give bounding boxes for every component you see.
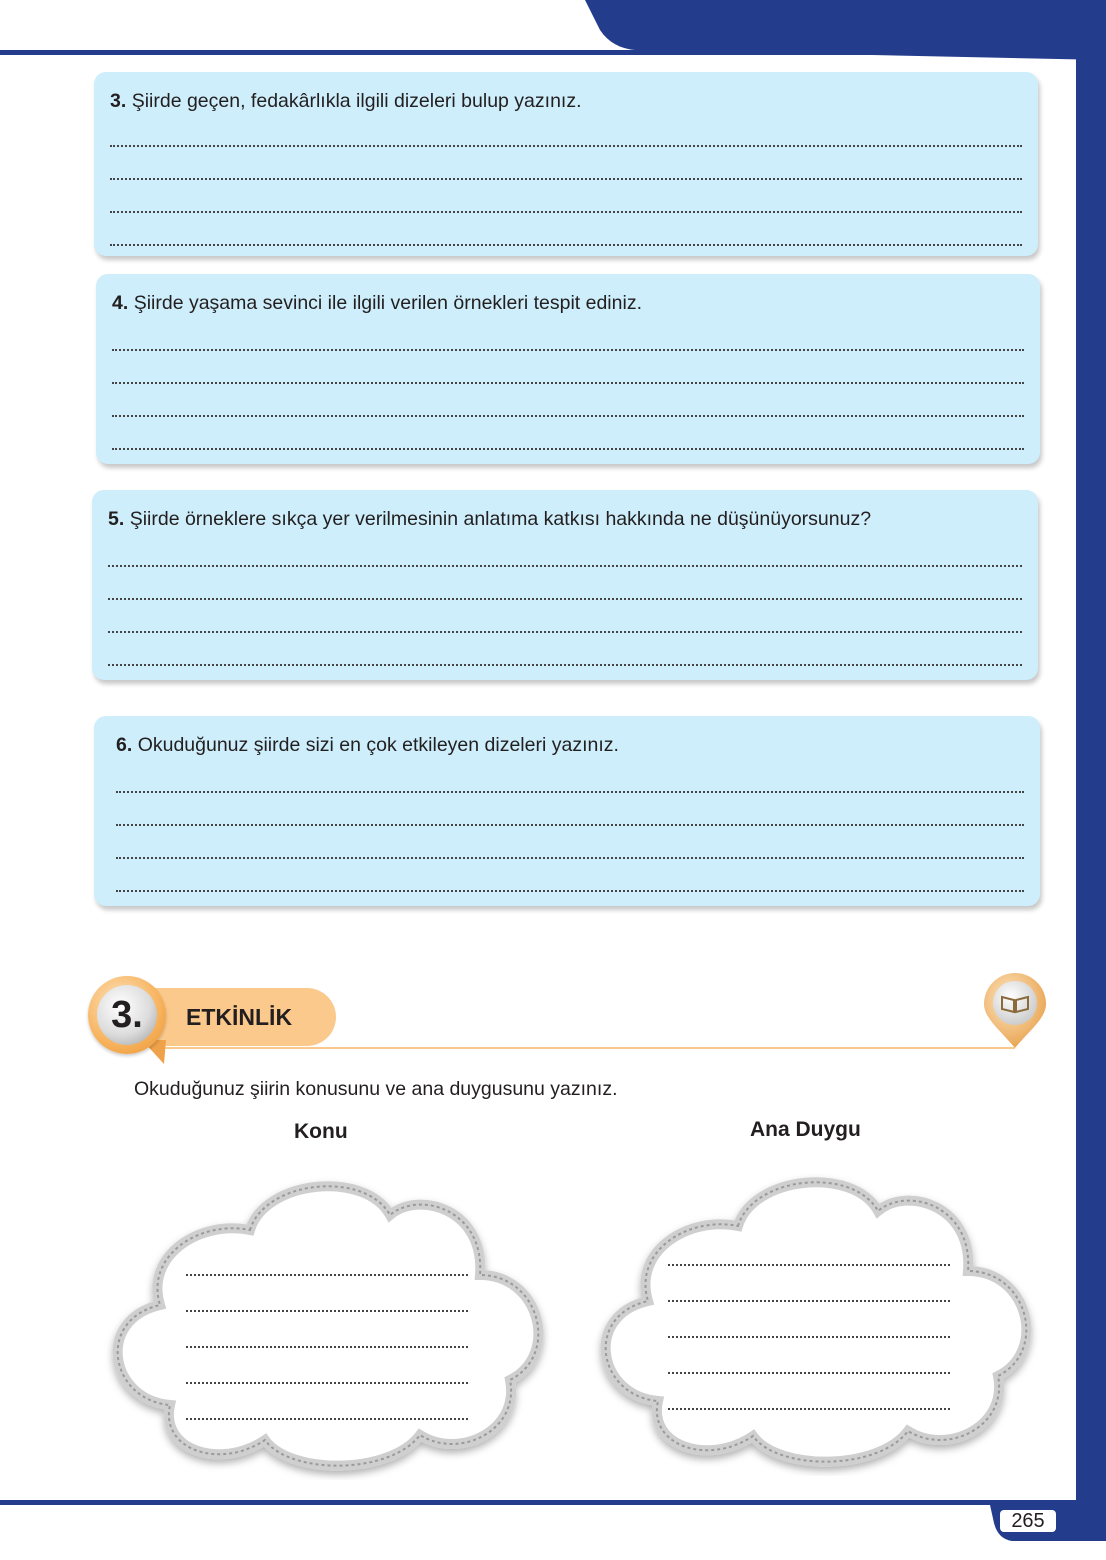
ana-duygu-title: Ana Duygu (750, 1118, 861, 1141)
answer-line[interactable] (116, 760, 1024, 793)
answer-line[interactable] (108, 534, 1022, 567)
question-title (108, 504, 1022, 534)
answer-line[interactable] (116, 826, 1024, 859)
question-title (112, 288, 1024, 318)
header-rule (0, 50, 1076, 55)
answer-line[interactable] (668, 1266, 950, 1302)
activity-label: ETKİNLİK (150, 988, 336, 1046)
answer-line[interactable] (116, 793, 1024, 826)
side-bar (1076, 0, 1106, 1530)
answer-line[interactable] (112, 318, 1024, 351)
question-text: Okuduğunuz şiirde sizi en çok etkileyen dizeleri yazınız. (137, 734, 619, 756)
answer-line[interactable] (112, 384, 1024, 417)
answer-line[interactable] (112, 351, 1024, 384)
answer-line[interactable] (110, 114, 1022, 147)
question-box-6 (94, 716, 1040, 906)
question-text: Şiirde yaşama sevinci ile ilgili verilen örnekleri tespit ediniz. (133, 292, 642, 314)
answer-line[interactable] (668, 1302, 950, 1338)
question-text: Şiirde örneklere sıkça yer verilmesinin anlatıma katkısı hakkında ne düşünüyorsunuz? (129, 508, 872, 530)
question-number: 6. (116, 734, 133, 756)
konu-title: Konu (294, 1120, 348, 1143)
answer-line[interactable] (668, 1338, 950, 1374)
answer-line[interactable] (116, 859, 1024, 892)
question-box-3 (94, 72, 1038, 256)
book-icon (980, 972, 1050, 1052)
answer-line[interactable] (186, 1348, 468, 1384)
activity-rule (160, 1047, 1015, 1049)
answer-line[interactable] (110, 147, 1022, 180)
ana-duygu-answer-lines (668, 1230, 950, 1410)
konu-answer-lines (186, 1240, 468, 1420)
answer-line[interactable] (110, 213, 1022, 246)
answer-line[interactable] (108, 600, 1022, 633)
footer-rule (0, 1500, 1076, 1505)
answer-line[interactable] (668, 1230, 950, 1266)
question-box-5 (92, 490, 1038, 680)
answer-line[interactable] (112, 417, 1024, 450)
question-title (110, 86, 1022, 116)
question-text: Şiirde geçen, fedakârlıkla ilgili dizeleri bulup yazınız. (131, 90, 582, 112)
answer-line[interactable] (186, 1276, 468, 1312)
question-number: 3. (110, 90, 127, 112)
page-number: 265 (1000, 1510, 1056, 1532)
question-number: 4. (112, 292, 129, 314)
answer-line[interactable] (186, 1240, 468, 1276)
answer-line[interactable] (186, 1384, 468, 1420)
answer-line[interactable] (186, 1312, 468, 1348)
question-number: 5. (108, 508, 125, 530)
activity-instruction: Okuduğunuz şiirin konusunu ve ana duygusunu yazınız. (134, 1078, 618, 1100)
answer-line[interactable] (110, 180, 1022, 213)
answer-line[interactable] (108, 633, 1022, 666)
answer-line[interactable] (108, 567, 1022, 600)
question-title (116, 730, 1024, 760)
activity-number: 3. (97, 985, 157, 1045)
answer-line[interactable] (668, 1374, 950, 1410)
question-box-4 (96, 274, 1040, 464)
